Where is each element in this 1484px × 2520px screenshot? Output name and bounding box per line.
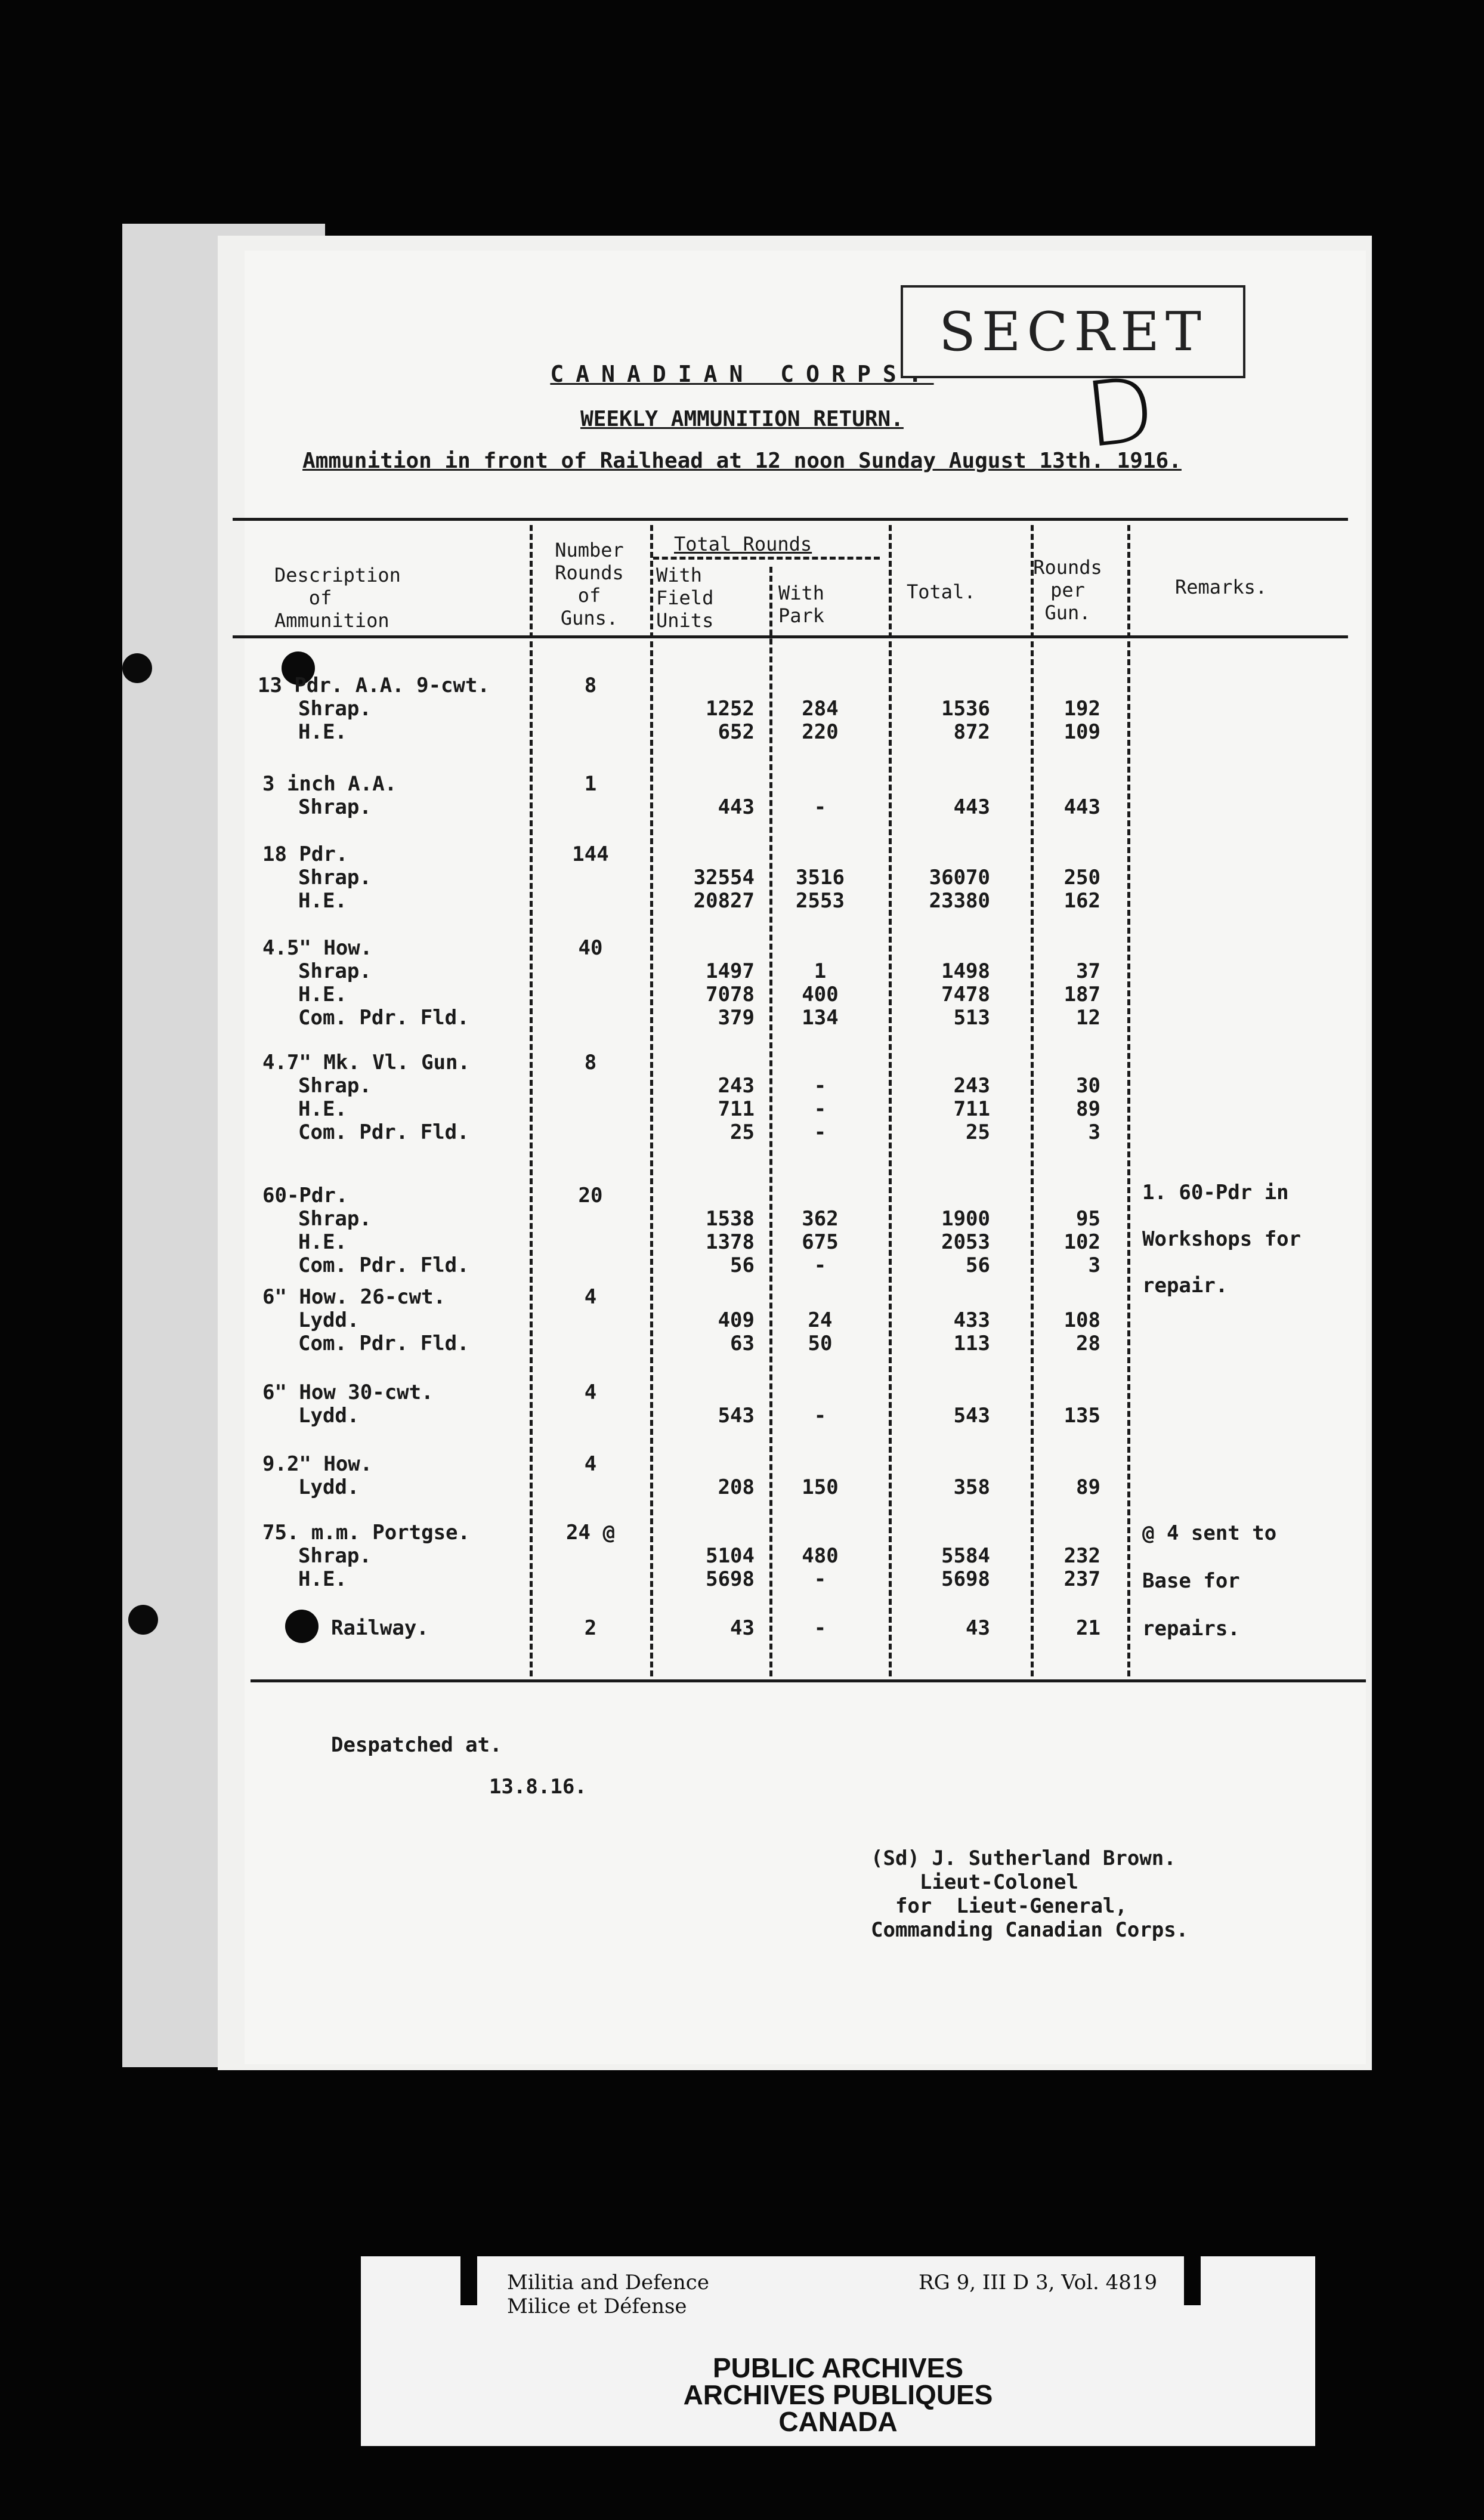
cell-per-gun: 237 bbox=[1063, 1567, 1100, 1591]
remark-60-pdr: 1. 60-Pdr in Workshops for repair. bbox=[1142, 1181, 1301, 1298]
header-field-units: With Field Units bbox=[656, 564, 714, 632]
ammunition-subtype: H.E. bbox=[298, 1097, 347, 1121]
cell-per-gun: 232 bbox=[1063, 1544, 1100, 1568]
cell-field: 56 bbox=[730, 1253, 755, 1277]
guns-count: 1 bbox=[584, 772, 597, 796]
punch-hole bbox=[285, 1610, 319, 1643]
ammunition-type: 9.2" How. bbox=[262, 1452, 373, 1476]
cell-field: 25 bbox=[730, 1120, 755, 1144]
cell-park: - bbox=[814, 1120, 827, 1144]
total-rounds-underline bbox=[653, 557, 880, 560]
header-remarks: Remarks. bbox=[1175, 576, 1267, 598]
cell-park: 1 bbox=[814, 959, 827, 983]
cell-total: 7478 bbox=[941, 983, 990, 1006]
cell-field: 243 bbox=[718, 1074, 755, 1098]
document-page-sheet bbox=[245, 251, 1366, 2064]
ammunition-subtype: Shrap. bbox=[298, 1544, 372, 1568]
ammunition-subtype: Shrap. bbox=[298, 959, 372, 983]
ammunition-type: 3 inch A.A. bbox=[262, 772, 397, 796]
guns-count: 20 bbox=[578, 1184, 603, 1208]
guns-count: 24 @ bbox=[566, 1521, 615, 1545]
despatched-label: Despatched at. bbox=[331, 1733, 502, 1757]
despatched-date: 13.8.16. bbox=[489, 1775, 587, 1799]
ammunition-type: 4.7" Mk. Vl. Gun. bbox=[262, 1051, 470, 1074]
ammunition-subtype: Lydd. bbox=[298, 1404, 360, 1428]
cell-park: 400 bbox=[802, 983, 839, 1006]
cell-park: - bbox=[814, 1404, 827, 1428]
cell-total: 243 bbox=[953, 1074, 990, 1098]
document-subtitle: WEEKLY AMMUNITION RETURN. bbox=[580, 407, 904, 431]
header-total: Total. bbox=[907, 580, 976, 603]
handwritten-letter-mark: D bbox=[1080, 357, 1160, 468]
table-header-rule bbox=[233, 635, 1348, 638]
cell-total: 358 bbox=[953, 1475, 990, 1499]
cell-total: 513 bbox=[953, 1006, 990, 1030]
cell-field: 379 bbox=[718, 1006, 755, 1030]
ammunition-subtype: H.E. bbox=[298, 889, 347, 913]
cell-park: - bbox=[814, 1074, 827, 1098]
archive-reference: RG 9, III D 3, Vol. 4819 bbox=[919, 2271, 1158, 2294]
cell-field: 5104 bbox=[706, 1544, 755, 1568]
ammunition-type: 13 Pdr. A.A. 9-cwt. bbox=[258, 674, 490, 697]
table-top-rule bbox=[233, 518, 1348, 521]
ammunition-subtype: Shrap. bbox=[298, 1074, 372, 1098]
column-divider bbox=[769, 567, 772, 1676]
column-divider bbox=[1031, 525, 1034, 1676]
ammunition-type: 4.5" How. bbox=[262, 936, 373, 960]
guns-count: 8 bbox=[584, 674, 597, 697]
ammunition-type: 75. m.m. Portgse. bbox=[262, 1521, 470, 1545]
ammunition-type: 18 Pdr. bbox=[262, 842, 348, 866]
cell-per-gun: 187 bbox=[1063, 983, 1100, 1006]
cell-per-gun: 89 bbox=[1076, 1475, 1100, 1499]
cell-field: 208 bbox=[718, 1475, 755, 1499]
cell-field: 63 bbox=[730, 1332, 755, 1355]
ammunition-subtype: H.E. bbox=[298, 720, 347, 744]
cell-per-gun: 37 bbox=[1076, 959, 1100, 983]
ammunition-type: 6" How. 26-cwt. bbox=[262, 1285, 446, 1309]
ammunition-subtype: Shrap. bbox=[298, 1207, 372, 1231]
cell-per-gun: 108 bbox=[1063, 1308, 1100, 1332]
cell-per-gun: 162 bbox=[1063, 889, 1100, 913]
cell-park: - bbox=[814, 1616, 827, 1640]
ammunition-subtype: Com. Pdr. Fld. bbox=[298, 1006, 469, 1030]
cell-park: 2553 bbox=[796, 889, 845, 913]
cell-field: 5698 bbox=[706, 1567, 755, 1591]
ammunition-subtype: H.E. bbox=[298, 1230, 347, 1254]
archive-label-bar bbox=[460, 2256, 477, 2305]
guns-count: 4 bbox=[584, 1381, 597, 1404]
cell-field: 7078 bbox=[706, 983, 755, 1006]
archive-label-bar bbox=[1184, 2256, 1201, 2305]
cell-park: - bbox=[814, 1253, 827, 1277]
header-guns: Number Rounds of Guns. bbox=[555, 539, 624, 629]
ammunition-subtype: Com. Pdr. Fld. bbox=[298, 1332, 469, 1355]
cell-park: 675 bbox=[802, 1230, 839, 1254]
cell-park: - bbox=[814, 795, 827, 819]
guns-count: 8 bbox=[584, 1051, 597, 1074]
ammunition-subtype: Shrap. bbox=[298, 697, 372, 721]
ammunition-subtype: Lydd. bbox=[298, 1475, 360, 1499]
cell-per-gun: 192 bbox=[1063, 697, 1100, 721]
cell-total: 443 bbox=[953, 795, 990, 819]
guns-count: 4 bbox=[584, 1285, 597, 1309]
signature-block: (Sd) J. Sutherland Brown. Lieut-Colonel for Lieut-General, Commanding Canadian Corps. bbox=[871, 1846, 1189, 1942]
document-title: CANADIAN CORPS. bbox=[550, 361, 934, 387]
guns-count: 144 bbox=[572, 842, 609, 866]
secret-stamp: SECRET bbox=[901, 285, 1245, 378]
cell-park: - bbox=[814, 1567, 827, 1591]
ammunition-subtype: Com. Pdr. Fld. bbox=[298, 1253, 469, 1277]
cell-park: 50 bbox=[808, 1332, 833, 1355]
cell-total: 2053 bbox=[941, 1230, 990, 1254]
cell-total: 1900 bbox=[941, 1207, 990, 1231]
column-divider bbox=[650, 525, 653, 1676]
cell-park: 362 bbox=[802, 1207, 839, 1231]
cell-field: 1378 bbox=[706, 1230, 755, 1254]
header-park: With Park bbox=[778, 582, 825, 627]
ammunition-subtype: Com. Pdr. Fld. bbox=[298, 1120, 469, 1144]
cell-per-gun: 3 bbox=[1088, 1253, 1100, 1277]
cell-field: 1497 bbox=[706, 959, 755, 983]
cell-field: 1252 bbox=[706, 697, 755, 721]
cell-total: 43 bbox=[966, 1616, 990, 1640]
ammunition-subtype: Shrap. bbox=[298, 795, 372, 819]
cell-field: 409 bbox=[718, 1308, 755, 1332]
column-divider bbox=[889, 525, 892, 1676]
cell-total: 23380 bbox=[929, 889, 990, 913]
cell-field: 20827 bbox=[693, 889, 755, 913]
cell-field: 43 bbox=[730, 1616, 755, 1640]
table-bottom-rule bbox=[251, 1679, 1366, 1682]
cell-field: 443 bbox=[718, 795, 755, 819]
cell-field: 32554 bbox=[693, 866, 755, 890]
archive-dept-en: Militia and Defence bbox=[507, 2271, 709, 2294]
cell-total: 1536 bbox=[941, 697, 990, 721]
cell-total: 56 bbox=[966, 1253, 990, 1277]
ammunition-type: 6" How 30-cwt. bbox=[262, 1381, 434, 1404]
cell-park: 150 bbox=[802, 1475, 839, 1499]
cell-park: - bbox=[814, 1097, 827, 1121]
cell-total: 113 bbox=[953, 1332, 990, 1355]
cell-total: 711 bbox=[953, 1097, 990, 1121]
archive-line-2: ARCHIVES PUBLIQUES bbox=[683, 2379, 993, 2410]
ammunition-subtype: H.E. bbox=[298, 983, 347, 1006]
cell-per-gun: 443 bbox=[1063, 795, 1100, 819]
cell-per-gun: 89 bbox=[1076, 1097, 1100, 1121]
cell-field: 543 bbox=[718, 1404, 755, 1428]
ammunition-subtype: Shrap. bbox=[298, 866, 372, 890]
remark-75mm: @ 4 sent to Base for repairs. bbox=[1142, 1521, 1277, 1641]
guns-count: 4 bbox=[584, 1452, 597, 1476]
cell-per-gun: 135 bbox=[1063, 1404, 1100, 1428]
cell-per-gun: 250 bbox=[1063, 866, 1100, 890]
guns-count: 2 bbox=[584, 1616, 597, 1640]
cell-park: 480 bbox=[802, 1544, 839, 1568]
cell-per-gun: 95 bbox=[1076, 1207, 1100, 1231]
cell-park: 24 bbox=[808, 1308, 833, 1332]
archive-dept-fr: Milice et Défense bbox=[507, 2294, 687, 2318]
ammunition-type: 60-Pdr. bbox=[262, 1184, 348, 1208]
cell-park: 3516 bbox=[796, 866, 845, 890]
punch-hole bbox=[122, 653, 152, 683]
cell-field: 1538 bbox=[706, 1207, 755, 1231]
cell-field: 652 bbox=[718, 720, 755, 744]
ammunition-type: Railway. bbox=[331, 1616, 429, 1640]
column-divider bbox=[1127, 525, 1130, 1676]
header-total-rounds: Total Rounds bbox=[674, 533, 812, 555]
cell-total: 25 bbox=[966, 1120, 990, 1144]
cell-total: 1498 bbox=[941, 959, 990, 983]
cell-total: 36070 bbox=[929, 866, 990, 890]
cell-per-gun: 102 bbox=[1063, 1230, 1100, 1254]
cell-park: 220 bbox=[802, 720, 839, 744]
cell-per-gun: 28 bbox=[1076, 1332, 1100, 1355]
cell-total: 543 bbox=[953, 1404, 990, 1428]
cell-park: 134 bbox=[802, 1006, 839, 1030]
cell-total: 5584 bbox=[941, 1544, 990, 1568]
ammunition-subtype: H.E. bbox=[298, 1567, 347, 1591]
cell-field: 711 bbox=[718, 1097, 755, 1121]
header-description: Description of Ammunition bbox=[274, 564, 401, 632]
cell-per-gun: 12 bbox=[1076, 1006, 1100, 1030]
cell-per-gun: 21 bbox=[1076, 1616, 1100, 1640]
column-divider bbox=[530, 525, 533, 1676]
cell-total: 5698 bbox=[941, 1567, 990, 1591]
document-heading: Ammunition in front of Railhead at 12 noon Sunday August 13th. 1916. bbox=[302, 449, 1182, 473]
cell-total: 433 bbox=[953, 1308, 990, 1332]
header-rounds-per-gun: Rounds per Gun. bbox=[1033, 556, 1102, 624]
cell-total: 872 bbox=[953, 720, 990, 744]
archive-line-3: CANADA bbox=[778, 2406, 898, 2437]
ammunition-subtype: Lydd. bbox=[298, 1308, 360, 1332]
cell-per-gun: 30 bbox=[1076, 1074, 1100, 1098]
punch-hole bbox=[128, 1605, 158, 1635]
cell-per-gun: 3 bbox=[1088, 1120, 1100, 1144]
guns-count: 40 bbox=[578, 936, 603, 960]
cell-park: 284 bbox=[802, 697, 839, 721]
cell-per-gun: 109 bbox=[1063, 720, 1100, 744]
archive-line-1: PUBLIC ARCHIVES bbox=[713, 2352, 963, 2383]
